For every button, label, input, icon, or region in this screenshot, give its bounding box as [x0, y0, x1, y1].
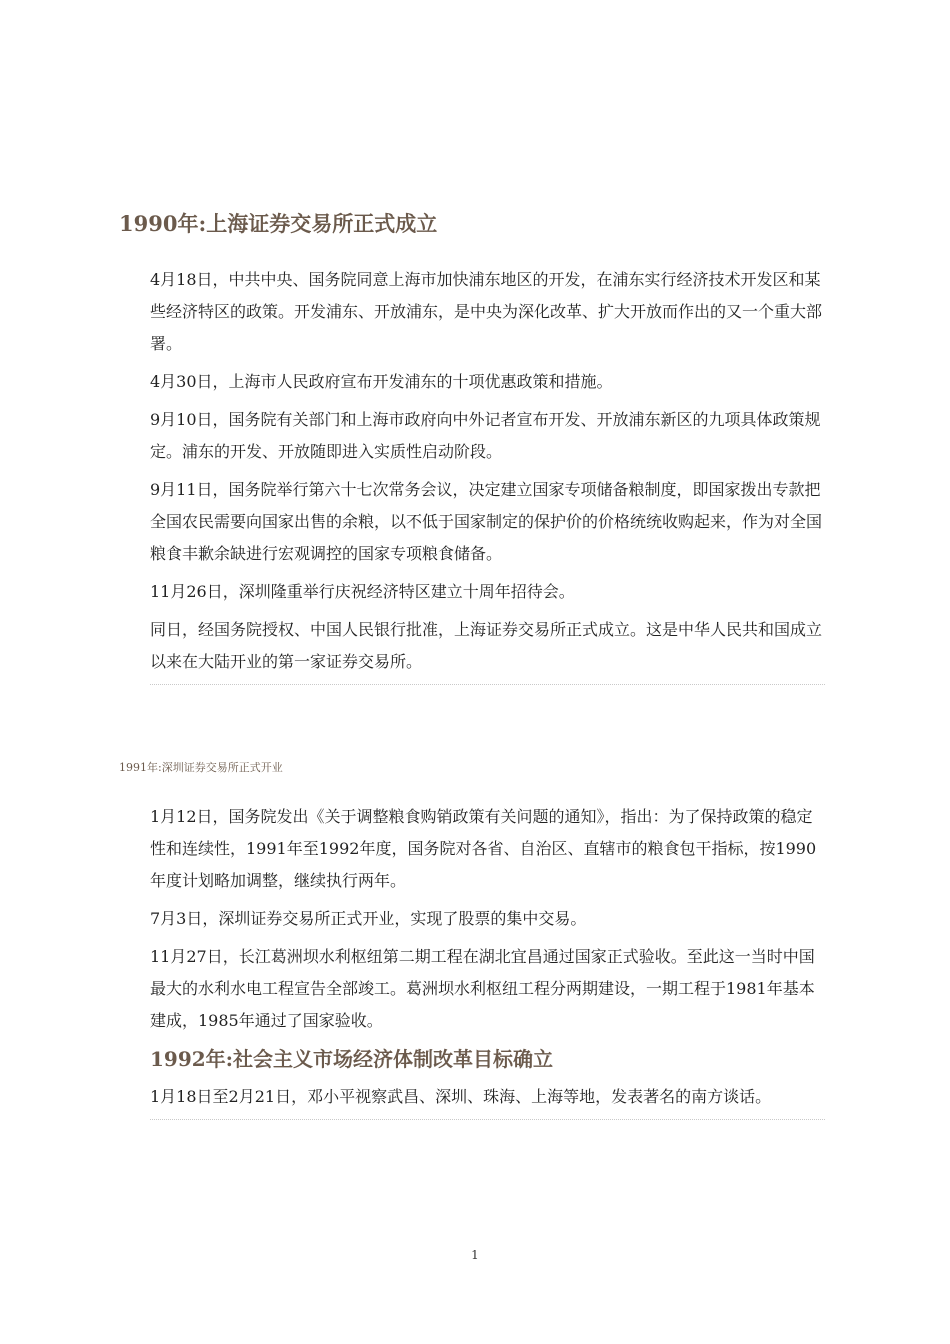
dotted-divider [150, 1119, 825, 1120]
paragraph: 1月12日，国务院发出《关于调整粮食购销政策有关问题的通知》，指出：为了保持政策的稳定性和连续性，1991年至1992年度，国务院对各省、自治区、直辖市的粮食包干指标，按1990年度计划略加调整，继续执行两年。 [150, 807, 817, 890]
heading-1990: 1990年:上海证券交易所正式成立 [119, 211, 438, 236]
paragraph: 7月3日，深圳证券交易所正式开业，实现了股票的集中交易。 [150, 909, 587, 928]
paragraph: 9月11日，国务院举行第六十七次常务会议，决定建立国家专项储备粮制度，即国家拨出专款把全国农民需要向国家出售的余粮，以不低于国家制定的保护价的价格统统收购起来，作为对全国粮食丰歉余缺进行宏观调控的国家专项粮食储备。 [150, 480, 823, 563]
paragraph: 1月18日至2月21日，邓小平视察武昌、深圳、珠海、上海等地，发表著名的南方谈话。 [150, 1087, 772, 1106]
section-1991 [150, 801, 825, 1120]
paragraph: 11月26日，深圳隆重举行庆祝经济特区建立十周年招待会。 [150, 582, 575, 601]
paragraph: 同日，经国务院授权、中国人民银行批准，上海证券交易所正式成立。这是中华人民共和国成立以来在大陆开业的第一家证券交易所。 [150, 620, 823, 671]
page-number: 1 [471, 1248, 479, 1262]
paragraph: 11月27日，长江葛洲坝水利枢纽第二期工程在湖北宜昌通过国家正式验收。至此这一当时中国最大的水利水电工程宣告全部竣工。葛洲坝水利枢纽工程分两期建设，一期工程于1981年基本建成，1985年通过了国家验收。 [150, 947, 815, 1030]
dotted-divider [150, 684, 825, 685]
paragraph: 9月10日，国务院有关部门和上海市政府向中外记者宣布开发、开放浦东新区的九项具体政策规定。浦东的开发、开放随即进入实质性启动阶段。 [150, 410, 821, 461]
paragraph: 4月18日，中共中央、国务院同意上海市加快浦东地区的开发，在浦东实行经济技术开发区和某些经济特区的政策。开发浦东、开放浦东，是中央为深化改革、扩大开放而作出的又一个重大部署。 [150, 270, 823, 353]
heading-1992: 1992年:社会主义市场经济体制改革目标确立 [150, 1047, 554, 1071]
paragraph: 4月30日，上海市人民政府宣布开发浦东的十项优惠政策和措施。 [150, 372, 613, 391]
heading-1991: 1991年:深圳证券交易所正式开业 [119, 761, 283, 774]
section-1990 [150, 264, 825, 685]
